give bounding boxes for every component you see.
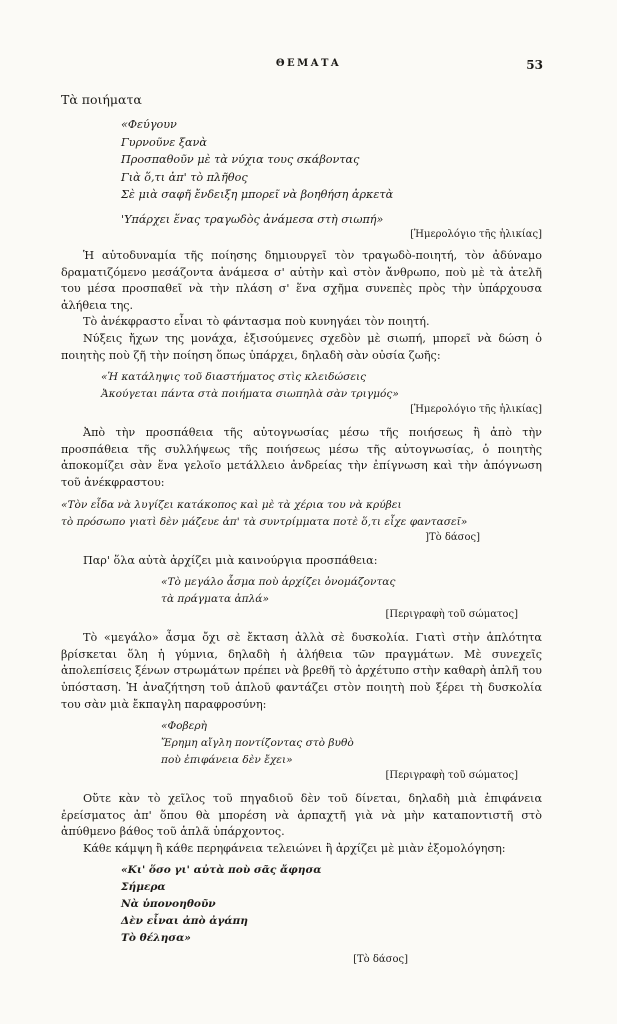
running-title: ΘΕΜΑΤΑ bbox=[275, 58, 342, 69]
quote-line: «Τὸ μεγάλο ἆσμα ποὺ ἀρχίζει ὀνομάζοντας bbox=[161, 576, 396, 589]
quote-line: τὰ πράγματα ἁπλά» bbox=[161, 593, 269, 606]
quote-line: Ἀκούγεται πάντα στὰ ποιήματα σιωπηλὰ σὰν τριγμός» bbox=[101, 388, 399, 401]
quote-line: «Τὸν εἶδα νὰ λυγίζει κατάκοπος καὶ μὲ τὰ χέρια του νὰ κρύβει bbox=[61, 498, 402, 511]
poem-line: Προσπαθοῦν μὲ τὰ νύχια τους σκάβοντας bbox=[121, 153, 360, 166]
source-citation: [Ἡμερολόγιο τῆς ἡλικίας] bbox=[410, 229, 542, 240]
page-number: 53 bbox=[526, 58, 543, 72]
quote-line: ποὺ ἐπιφάνεια δὲν ἔχει» bbox=[161, 754, 293, 767]
paragraph: Κάθε κάμψη ἢ κάθε περηφάνεια τελειώνει ἢ ἀρχίζει μὲ μιὰν ἐξομολόγηση: bbox=[83, 841, 506, 855]
source-citation: [Περιγραφὴ τοῦ σώματος] bbox=[385, 770, 518, 782]
poem-line: Σὲ μιὰ σαφῆ ἔνδειξη μπορεῖ νὰ βοηθήση ἀρκετὰ bbox=[121, 188, 394, 201]
source-citation: [Τὸ δάσος] bbox=[353, 954, 408, 966]
quote-block-5 bbox=[61, 718, 542, 769]
quote-block-6 bbox=[61, 862, 542, 947]
article-body bbox=[61, 92, 542, 973]
quote-block-2 bbox=[61, 369, 542, 403]
poem-line: Γυρνοῦνε ξανὰ bbox=[121, 135, 207, 149]
paragraph: Παρ' ὅλα αὐτὰ ἀρχίζει μιὰ καινούργια προσπάθεια: bbox=[83, 553, 378, 567]
quote-line: «Κι' ὅσο γι' αὐτὰ ποὺ σᾶς ἄφησα bbox=[121, 864, 322, 877]
poem-excerpt-1 bbox=[61, 116, 542, 204]
paragraph: Νύξεις ἤχων της μονάχα, ἐξισούμενες σχεδὸν μὲ σιωπή, μπορεῖ νὰ δώση ὁ ποιητὴς ποὺ ζῆ τὴν ποίηση ὅπως ὑπάρχει, δηλαδὴ σὰν οὐσία ζωῆς: bbox=[61, 331, 542, 362]
paragraph: Τὸ «μεγάλο» ἆσμα ὄχι σὲ ἔκταση ἀλλὰ σὲ δυσκολία. Γιατὶ στὴν ἁπλότητα βρίσκεται ὅλη ἡ γύμνια, δηλαδὴ ἡ ἀλήθεια τῶν πραγμάτων. Μὲ συνεχεῖς ἀπολεπίσεις ξένων στρωμάτων πρέπει νὰ βρεθῆ τὸ ἀρχέτυπο στὴν καθαρὴ ἁπλῆ του ὑπόσταση. Ἡ ἀναζήτηση τοῦ ἁπλοῦ φαντάζει στὸν ποιητὴ ποὺ ξέρει τὴ δυσκολία του σὰν μιὰ ἔκπαγλη παραφροσύνη: bbox=[61, 631, 542, 711]
section-heading: Τὰ ποιήματα bbox=[61, 92, 142, 107]
quote-line: Νὰ ὑπονοηθοῦν bbox=[121, 898, 216, 911]
paragraph: Οὔτε κὰν τὸ χεῖλος τοῦ πηγαδιοῦ δὲν τοῦ δίνεται, δηλαδὴ μιὰ ἐπιφάνεια ἐρείσματος ἀπ' ὅπου θὰ μπορέση νὰ ἁρπαχτῆ γιὰ νὰ μὴν καταποντιστῆ στὸ ἀπύθμενο βάθος τοῦ ἁπλᾶ ὑπάρχοντος. bbox=[61, 792, 542, 839]
quote-line: Ἔρημη αἴγλη ποντίζοντας στὸ βυθὸ bbox=[161, 737, 354, 750]
quote-block-4 bbox=[61, 574, 542, 608]
paragraph: Ἀπὸ τὴν προσπάθεια τῆς αὐτογνωσίας μέσω τῆς ποιήσεως ἢ ἀπὸ τὴν προσπάθεια τῆς συλλήψεως τῆς ποιήσεως μέσω τῆς αὐτογνωσίας, ὁ ποιητὴς ἀποκομίζει σὰν ἕνα γελοῖο μετάλλειο ἀνδρείας τὴν ἐπίγνωση καὶ τὴν ἀπόγνωση τοῦ ἀνέκφραστου: bbox=[61, 426, 542, 489]
quote-line: Σήμερα bbox=[121, 881, 166, 894]
quote-line: τὸ πρόσωπο γιατὶ δὲν μάζευε ἀπ' τὰ συντρίμματα ποτὲ ὅ,τι εἶχε φαντασεῖ» bbox=[61, 515, 468, 528]
quote-block-3 bbox=[61, 497, 542, 531]
paragraph: Ἡ αὐτοδυναμία τῆς ποίησης δημιουργεῖ τὸν τραγωδὸ-ποιητή, τὸν ἀδύναμο δραματιζόμενο μεσάζοντα ἀνάμεσα σ' αὐτὴν καὶ στὸν ἄνθρωπο, ποὺ μὲ τὰ ἀτελῆ του μέσα προσπαθεῖ νὰ τὴν πλάση σ' ἕνα σχῆμα συνεπὲς πρὸς τὴν ὑπάρχουσα ἀλήθεια της. bbox=[61, 249, 542, 312]
poem-line: «Φεύγουν bbox=[121, 118, 177, 131]
source-citation: [Ἡμερολόγιο τῆς ἡλικίας] bbox=[410, 404, 542, 416]
poem-quote-line: 'Υπάρχει ἕνας τραγωδὸς ἀνάμεσα στὴ σιωπή» bbox=[121, 212, 384, 226]
quote-line: «Φοβερὴ bbox=[161, 720, 207, 733]
quote-line: Δὲν εἶναι ἀπὸ ἀγάπη bbox=[121, 915, 248, 928]
page-header bbox=[0, 58, 617, 74]
source-citation: [Περιγραφὴ τοῦ σώματος] bbox=[385, 609, 518, 621]
quote-line: «Ἡ κατάληψις τοῦ διαστήματος στὶς κλειδώσεις bbox=[101, 371, 367, 384]
poem-line: Γιὰ ὅ,τι ἀπ' τὸ πλῆθος bbox=[121, 170, 248, 184]
quote-line: Τὸ θέλησα» bbox=[121, 932, 191, 945]
paragraph: Τὸ ἀνέκφραστο εἶναι τὸ φάντασμα ποὺ κυνηγάει τὸν ποιητή. bbox=[83, 315, 430, 329]
source-citation: ]Τὸ δάσος] bbox=[425, 531, 480, 543]
